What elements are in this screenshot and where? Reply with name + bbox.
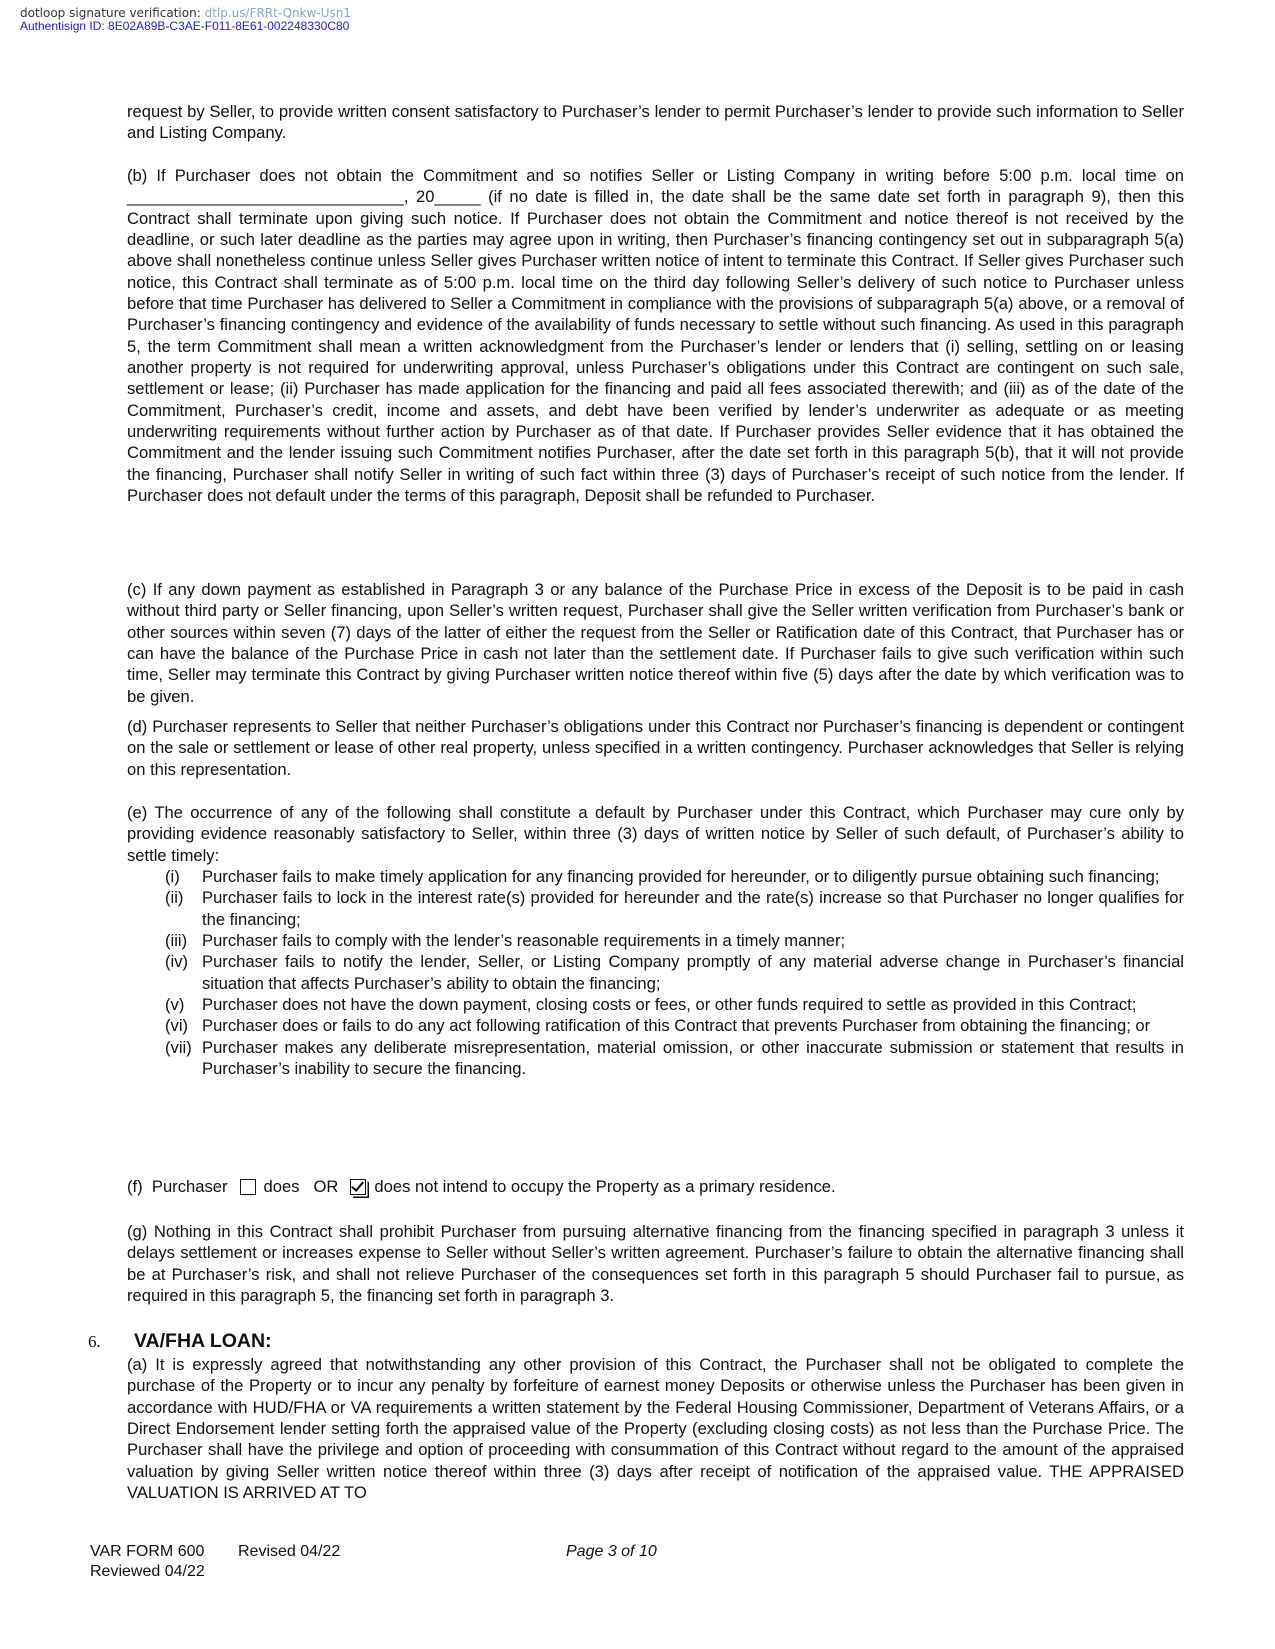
authentisign-id: Authentisign ID: 8E02A89B-C3AE-F011-8E61-002248330C80 xyxy=(20,19,350,33)
page-footer xyxy=(90,1542,340,1582)
dotloop-label: dotloop signature verification: xyxy=(20,6,201,20)
or-label: OR xyxy=(313,1177,339,1196)
paragraph-5c: (c) If any down payment as established in Paragraph 3 or any balance of the Purchase Price in excess of the Deposit is to be paid in cash without third party or Seller financing, upon Seller’s written request, Purchaser shall give the Seller written verification from Purchaser’s bank or other sources within seven (7) days of the latter of either the request from the Seller or Ratification date of this Contract, that Purchaser has or can have the balance of the Purchase Price in cash not later than the settlement date. If Purchaser fails to give such verification within such time, Seller may terminate this Contract by giving Purchaser written notice thereof within five (5) days after the date by which verification was to be given. xyxy=(127,580,1184,706)
section-6-heading xyxy=(88,1330,272,1353)
list-item-text: Purchaser fails to notify the lender, Seller, or Listing Company promptly of any material adverse change in Purchaser’s financial situation that affects Purchaser’s ability to obtain the financing; xyxy=(202,952,1184,993)
list-item xyxy=(127,994,1184,1015)
list-item-number: (i) xyxy=(165,867,180,886)
occupancy-prefix: (f) Purchaser xyxy=(127,1177,228,1196)
dotloop-verification-link[interactable]: dtlp.us/FRRt-Qnkw-Usn1 xyxy=(204,6,352,20)
paragraph-5g: (g) Nothing in this Contract shall prohibit Purchaser from pursuing alternative financing from the financing specified in paragraph 3 unless it delays settlement or increases expense to Seller without Seller’s written agreement. Purchaser’s failure to obtain the alternative financing shall be at Purchaser’s risk, and shall not relieve Purchaser of the consequences set forth in this paragraph 5 should Purchaser fail to pursue, as required in this paragraph 5, the financing set forth in paragraph 3. xyxy=(127,1222,1184,1306)
list-item xyxy=(127,951,1184,994)
occupy-does-label: does xyxy=(263,1177,300,1196)
list-item-number: (iii) xyxy=(165,931,188,951)
paragraph-5e: (e) The occurrence of any of the following shall constitute a default by Purchaser under this Contract, which Purchaser may cure only by providing evidence reasonably satisfactory to Seller, within three (3) days of written notice by Seller of such default, of Purchaser’s ability to settle timely: xyxy=(127,803,1184,865)
paragraph-5d: (d) Purchaser represents to Seller that neither Purchaser’s obligations under this Contract nor Purchaser’s financing is dependent or contingent on the sale or settlement or lease of other real property, unless specified in a written contingency. Purchaser acknowledges that Seller is relying on this representation. xyxy=(127,717,1184,779)
list-item xyxy=(127,1037,1184,1080)
signature-verification-header xyxy=(20,7,351,33)
form-number: VAR FORM 600 xyxy=(90,1543,205,1560)
list-item-text: Purchaser does not have the down payment, closing costs or fees, or other funds required to settle as provided in this Contract; xyxy=(202,995,1137,1015)
list-item-text: Purchaser fails to comply with the lender’s reasonable requirements in a timely manner; xyxy=(202,931,846,951)
occupy-does-not-label: does not intend to occupy the Property as a primary residence. xyxy=(374,1177,836,1196)
list-item-text: Purchaser does or fails to do any act following ratification of this Contract that prevents Purchaser from obtaining the financing; or xyxy=(202,1016,1151,1036)
list-item-number: (v) xyxy=(165,995,185,1015)
list-item-number: (iv) xyxy=(165,952,189,972)
section-title: VA/FHA LOAN: xyxy=(134,1330,272,1352)
list-item-number: (vii) xyxy=(165,1037,192,1057)
occupy-does-not-checkbox[interactable] xyxy=(350,1179,366,1195)
list-item xyxy=(127,866,1184,887)
default-conditions-list xyxy=(127,866,1184,1079)
reviewed-date: Reviewed 04/22 xyxy=(90,1563,205,1580)
revised-date: Revised 04/22 xyxy=(238,1543,341,1560)
paragraph-5a-continued: request by Seller, to provide written consent satisfactory to Purchaser’s lender to permit Purchaser’s lender to provide such information to Seller and Listing Company. xyxy=(127,102,1184,143)
occupancy-choice-row xyxy=(127,1176,836,1197)
list-item xyxy=(127,930,1184,951)
list-item-number: (vi) xyxy=(165,1016,189,1036)
section-number: 6. xyxy=(88,1332,101,1351)
paragraph-6a: (a) It is expressly agreed that notwithstanding any other provision of this Contract, the Purchaser shall not be obligated to complete the purchase of the Property or to incur any penalty by forfeiture of earnest money Deposits or otherwise unless the Purchaser has been given in accordance with HUD/FHA or VA requirements a written statement by the Federal Housing Commissioner, Department of Veterans Affairs, or a Direct Endorsement lender setting forth the appraised value of the Property (excluding closing costs) as not less than the Purchase Price. The Purchaser shall have the privilege and option of proceeding with consummation of this Contract without regard to the amount of the appraised valuation by giving Seller written notice thereof within three (3) days after receipt of notification of the appraised value. THE APPRAISED VALUATION IS ARRIVED AT TO xyxy=(127,1355,1184,1503)
paragraph-5b: (b) If Purchaser does not obtain the Commitment and so notifies Seller or Listing Company in writing before 5:00 p.m. local time on ______________________________, 20_____ (if no date is filled in, the date shall be the same date set forth in paragraph 9), then this Contract shall terminate upon giving such notice. If Purchaser does not obtain the Commitment and notice thereof is not received by the deadline, or such later deadline as the parties may agree upon in writing, then Purchaser’s financing contingency set out in subparagraph 5(a) above shall nonetheless continue unless Seller gives Purchaser written notice of intent to terminate this Contract. If Seller gives Purchaser such notice, this Contract shall terminate as of 5:00 p.m. local time on the third day following Seller’s delivery of such notice to Purchaser unless before that time Purchaser has delivered to Seller a Commitment in compliance with the provisions of subparagraph 5(a) above, or a removal of Purchaser’s financing contingency and evidence of the availability of funds necessary to settle without such financing. As used in this paragraph 5, the term Commitment shall mean a written acknowledgment from the Purchaser’s lender or lenders that (i) selling, settling on or leasing another property is not required for underwriting approval, unless Purchaser’s obligations under this Contract are contingent on such sale, settlement or lease; (ii) Purchaser has made application for the financing and paid all fees associated therewith; and (iii) as of the date of the Commitment, Purchaser’s credit, income and assets, and debt have been verified by lender’s underwriter as adequate or as meeting underwriting requirements without further action by Purchaser as of that date. If Purchaser provides Seller evidence that it has obtained the Commitment and the lender issuing such Commitment notifies Purchaser, after the date set forth in this paragraph 5(b), that it will not provide the financing, Purchaser shall notify Seller in writing of such fact within three (3) days of Purchaser’s receipt of such notice from the lender. If Purchaser does not default under the terms of this paragraph, Deposit shall be refunded to Purchaser. xyxy=(127,166,1184,506)
list-item xyxy=(127,1015,1184,1036)
list-item-number: (ii) xyxy=(165,888,184,908)
list-item-text: Purchaser makes any deliberate misrepresentation, material omission, or other inaccurate submission or statement that results in Purchaser’s inability to secure the financing. xyxy=(202,1037,1184,1079)
page-number: Page 3 of 10 xyxy=(566,1543,657,1560)
list-item-text: Purchaser fails to make timely application for any financing provided for hereunder, or to diligently pursue obtaining such financing; xyxy=(202,867,1160,886)
occupy-does-checkbox[interactable] xyxy=(240,1179,256,1195)
list-item-text: Purchaser fails to lock in the interest rate(s) provided for hereunder and the rate(s) increase so that Purchaser no longer qualifies for the financing; xyxy=(202,888,1184,929)
list-item xyxy=(127,887,1184,930)
